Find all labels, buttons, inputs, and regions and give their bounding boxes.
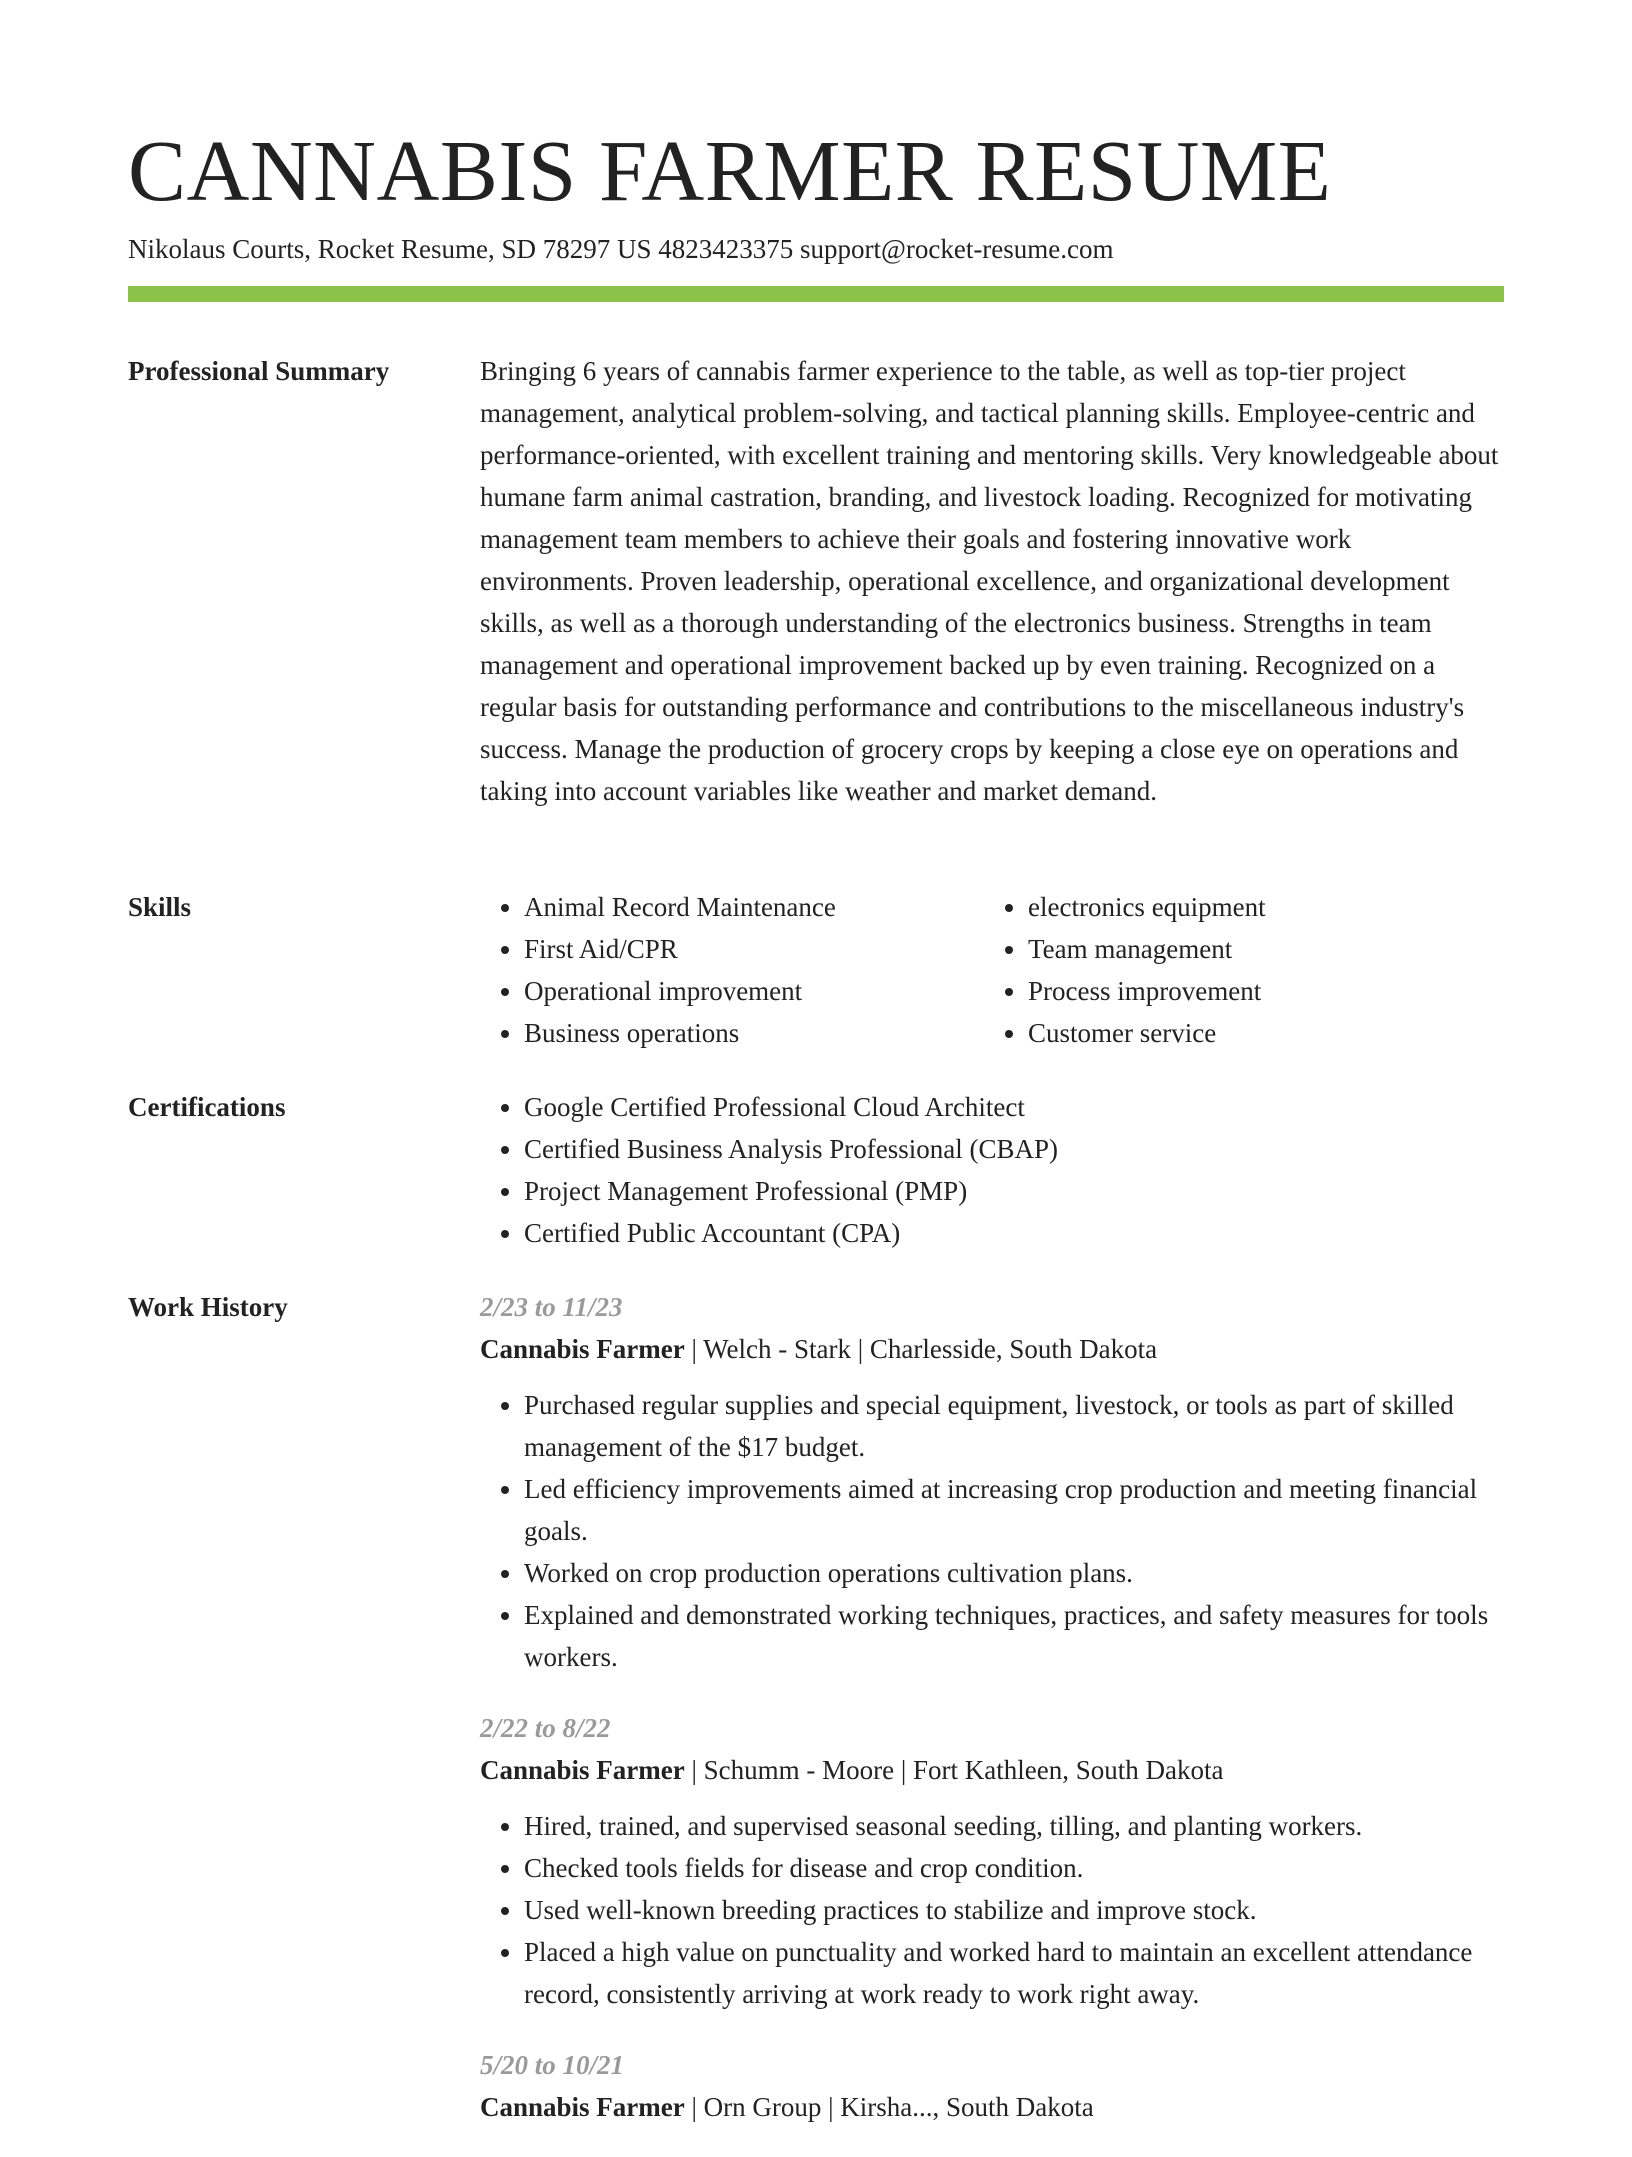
- skills-column-left: [480, 886, 984, 1054]
- job-heading: [480, 1749, 1504, 1791]
- skill-item: • electronics equipment: [1028, 886, 1488, 928]
- job-title: Cannabis Farmer: [480, 2092, 685, 2122]
- job-title: Cannabis Farmer: [480, 1755, 685, 1785]
- contact-line: Nikolaus Courts, Rocket Resume, SD 78297 US 4823423375 support@rocket-resume.com: [128, 234, 1114, 264]
- work-history-label: Work History: [128, 1292, 288, 1322]
- skills-column-right: [984, 886, 1488, 1054]
- job-bullet: • Hired, trained, and supervised seasonal seeding, tilling, and planting workers.: [524, 1805, 1504, 1847]
- skill-item: • Process improvement: [1028, 970, 1488, 1012]
- certifications-label: Certifications: [128, 1092, 286, 1122]
- certification-item: • Certified Business Analysis Professional (CBAP): [524, 1128, 1504, 1170]
- job-bullet: • Explained and demonstrated working techniques, practices, and safety measures for tools workers.: [524, 1594, 1504, 1678]
- resume-title: CANNABIS FARMER RESUME: [128, 122, 1332, 219]
- certification-item: • Certified Public Accountant (CPA): [524, 1212, 1504, 1254]
- job-bullet: • Purchased regular supplies and special equipment, livestock, or tools as part of skilled management of the $17 budget.: [524, 1384, 1504, 1468]
- job-bullet: • Led efficiency improvements aimed at increasing crop production and meeting financial goals.: [524, 1468, 1504, 1552]
- job-details: | Schumm - Moore | Fort Kathleen, South Dakota: [684, 1755, 1224, 1785]
- job-entry: [480, 1286, 1504, 1678]
- work-history-body: [480, 1286, 1504, 2157]
- job-bullet: • Placed a high value on punctuality and worked hard to maintain an excellent attendance record, consistently arriving at work ready to work right away.: [524, 1931, 1504, 2015]
- skill-item: • Team management: [1028, 928, 1488, 970]
- job-bullet: • Worked on crop production operations cultivation plans.: [524, 1552, 1504, 1594]
- job-heading: [480, 1328, 1504, 1370]
- skills-body: [480, 886, 1504, 1054]
- job-entry: [480, 2044, 1504, 2128]
- certifications-body: [480, 1086, 1504, 1254]
- job-title: Cannabis Farmer: [480, 1334, 685, 1364]
- skill-item: • Business operations: [524, 1012, 984, 1054]
- skill-item: • Operational improvement: [524, 970, 984, 1012]
- skills-label: Skills: [128, 892, 192, 922]
- job-dates: 2/23 to 11/23: [480, 1292, 623, 1322]
- certification-item: • Google Certified Professional Cloud Architect: [524, 1086, 1504, 1128]
- job-bullet: • Checked tools fields for disease and crop condition.: [524, 1847, 1504, 1889]
- job-details: | Orn Group | Kirsha..., South Dakota: [684, 2092, 1094, 2122]
- skill-item: • First Aid/CPR: [524, 928, 984, 970]
- summary-body: [480, 350, 1504, 812]
- skill-item: • Animal Record Maintenance: [524, 886, 984, 928]
- certification-item: • Project Management Professional (PMP): [524, 1170, 1504, 1212]
- job-dates: 2/22 to 8/22: [480, 1713, 611, 1743]
- job-details: | Welch - Stark | Charlesside, South Dakota: [684, 1334, 1158, 1364]
- accent-divider: [128, 286, 1504, 302]
- summary-label: Professional Summary: [128, 356, 390, 386]
- job-bullet: • Used well-known breeding practices to stabilize and improve stock.: [524, 1889, 1504, 1931]
- summary-text: Bringing 6 years of cannabis farmer experience to the table, as well as top-tier project management, analytical problem-solving, and tactical planning skills. Employee-centric and performance-oriented, with excellent training and mentoring skills. Very knowledgeable about humane farm animal castration, branding, and livestock loading. Recognized for motivating management team members to achieve their goals and fostering innovative work environments. Proven leadership, operational excellence, and organizational development skills, as well as a thorough understanding of the electronics business. Strengths in team management and operational improvement backed up by even training. Recognized on a regular basis for outstanding performance and contributions to the miscellaneous industry's success. Manage the production of grocery crops by keeping a close eye on operations and taking into account variables like weather and market demand.: [480, 356, 1499, 806]
- skill-item: • Customer service: [1028, 1012, 1488, 1054]
- job-heading: [480, 2086, 1504, 2128]
- job-entry: [480, 1707, 1504, 2015]
- job-dates: 5/20 to 10/21: [480, 2050, 625, 2080]
